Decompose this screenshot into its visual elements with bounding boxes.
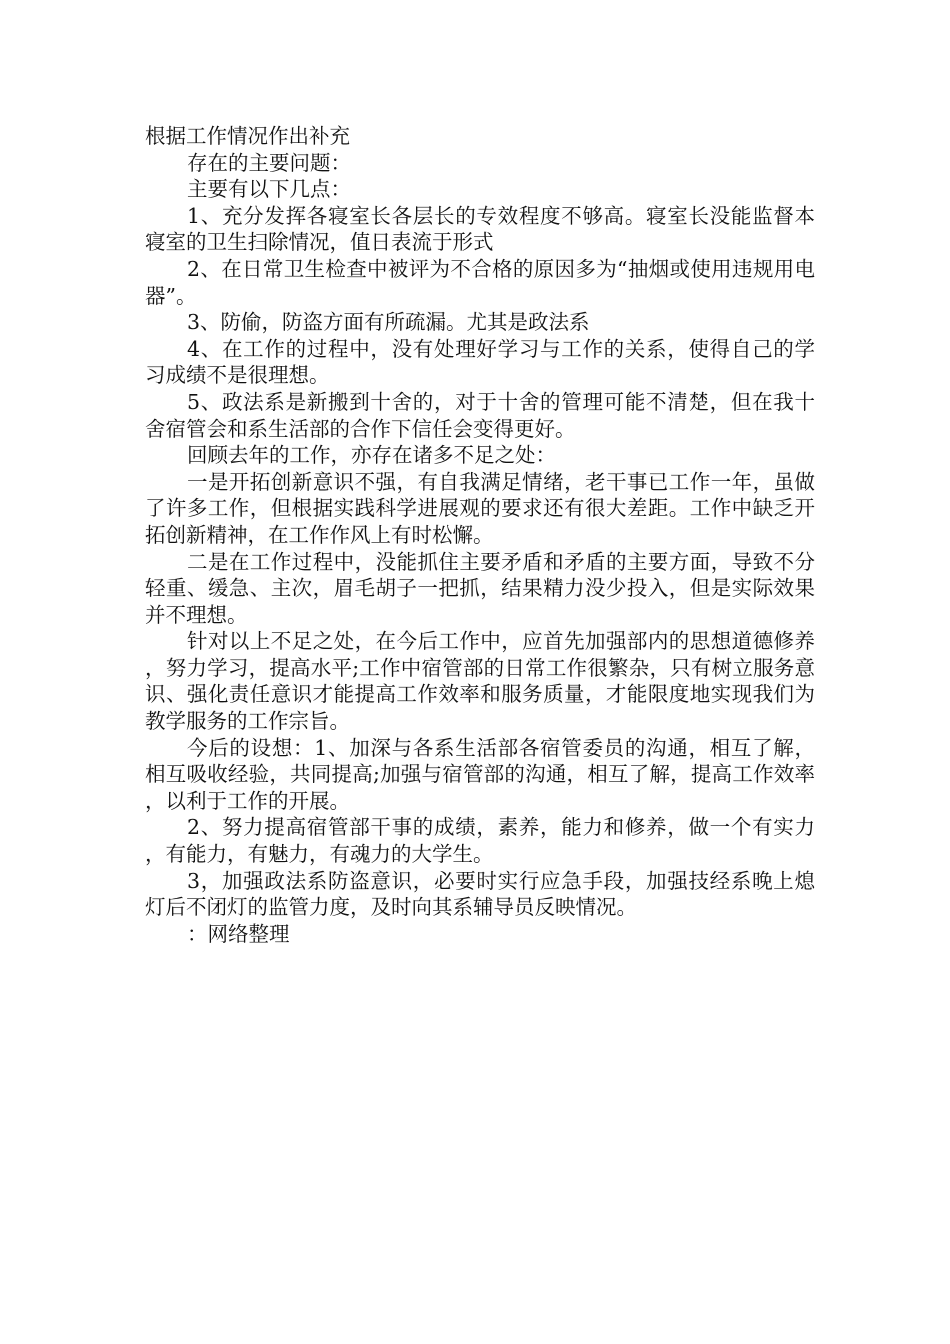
- paragraph: 5、政法系是新搬到十舍的，对于十舍的管理可能不清楚，但在我十舍宿管会和系生活部的合作下信任会变得更好。: [145, 389, 815, 441]
- document-body: [145, 123, 815, 947]
- paragraph: 3，加强政法系防盗意识，必要时实行应急手段，加强技经系晚上熄灯后不闭灯的监管力度，及时向其系辅导员反映情况。: [145, 868, 815, 920]
- paragraph-heading: 根据工作情况作出补充: [145, 124, 350, 148]
- paragraph: 2、努力提高宿管部干事的成绩，素养，能力和修养，做一个有实力，有能力，有魅力，有魂力的大学生。: [145, 815, 815, 867]
- paragraph: 针对以上不足之处，在今后工作中，应首先加强部内的思想道德修养，努力学习，提高水平;工作中宿管部的日常工作很繁杂，只有树立服务意识、强化责任意识才能提高工作效率和服务质量，才能限度地实现我们为教学服务的工作宗旨。: [145, 629, 815, 734]
- paragraph: 存在的主要问题：: [187, 150, 352, 175]
- paragraph: 一是开拓创新意识不强，有自我满足情绪，老干事已工作一年，虽做了许多工作，但根据实践科学进展观的要求还有很大差距。工作中缺乏开拓创新精神，在工作作风上有时松懈。: [145, 469, 815, 547]
- paragraph-source-note: ：网络整理: [187, 921, 290, 946]
- paragraph: 2、在日常卫生检查中被评为不合格的原因多为“抽烟或使用违规用电器”。: [145, 256, 815, 308]
- paragraph: 4、在工作的过程中，没有处理好学习与工作的关系，使得自己的学习成绩不是很理想。: [145, 336, 815, 388]
- paragraph: 1、充分发挥各寝室长各层长的专效程度不够高。寝室长没能监督本寝室的卫生扫除情况，值日表流于形式: [145, 203, 815, 255]
- paragraph: 回顾去年的工作，亦存在诸多不足之处：: [187, 443, 557, 468]
- paragraph: 二是在工作过程中，没能抓住主要矛盾和矛盾的主要方面，导致不分轻重、缓急、主次，眉毛胡子一把抓，结果精力没少投入，但是实际效果并不理想。: [145, 549, 815, 627]
- paragraph: 今后的设想：1、加深与各系生活部各宿管委员的沟通，相互了解，相互吸收经验，共同提高;加强与宿管部的沟通，相互了解，提高工作效率，以利于工作的开展。: [145, 735, 815, 813]
- paragraph: 主要有以下几点：: [187, 177, 352, 202]
- paragraph: 3、防偷，防盗方面有所疏漏。尤其是政法系: [187, 310, 590, 335]
